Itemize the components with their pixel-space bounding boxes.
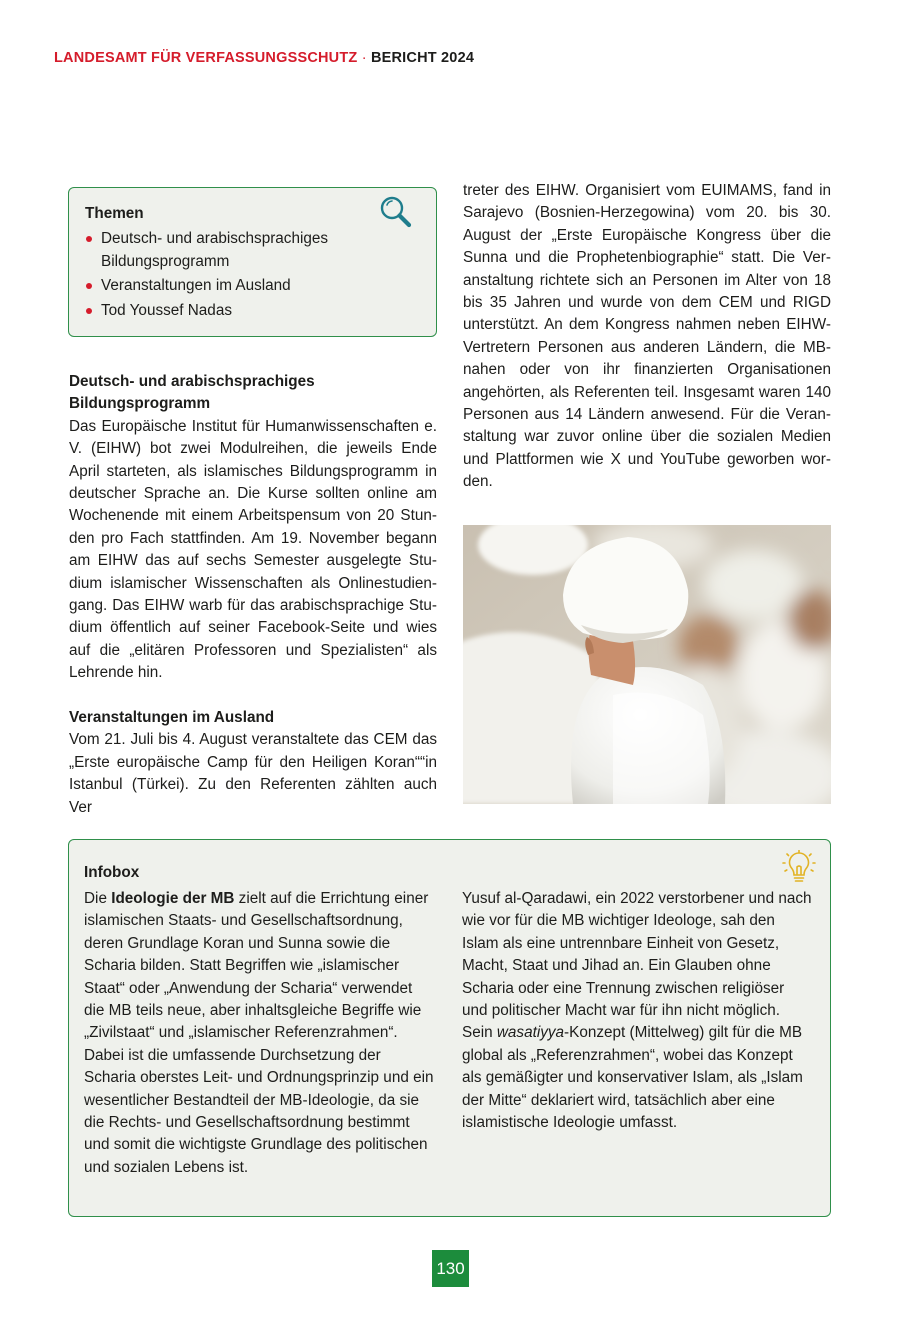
lightbulb-icon xyxy=(782,850,816,886)
infobox xyxy=(68,839,831,1217)
infobox-text: zielt auf die Errichtung einer islamischen Staats- und Gesellschaftsordnung, deren Grundlage Koran und Sunna sowie die Scharia bilden. Statt Begriffen wie „islamischer Staat“ oder „Anwendung der Scharia“ verwendet die MB teils neue, aber inhaltsgleiche Begriffe wie „Zivilstaat“ und „islamischer Referenzrahmen“. Dabei ist die umfassende Durchsetzung der Scharia oberstes Leit- und Ordnungsprinzip und ein wesentlicher Bestandteil der MB-Ideologie, da sie die Rechts- und Gesellschaftsordnung bestimmt und somit die wichtigste Grundlage des politischen und sozialen Lebens ist. xyxy=(84,890,434,1176)
infobox-text: Yusuf al-Qaradawi, ein 2022 verstorbener und nach wie vor für die MB wichtiger Ideologe, sah den Islam als eine untrennbare Einheit von Gesetz, Macht, Staat und Jihad an. Ein Glauben ohne Scharia oder eine Trennung zwischen religiöser und politischer Macht war für ihn nicht möglich. Sein xyxy=(462,890,812,1042)
infobox-italic-term: wasatiyya xyxy=(496,1024,565,1042)
themen-item: Veranstaltungen im Ausland xyxy=(85,275,420,298)
section-bildungsprogramm xyxy=(69,371,437,685)
section-heading: Veranstaltungen im Ausland xyxy=(69,709,275,726)
infobox-text: -Konzept (Mittelweg) gilt für die MB global als „Referenzrahmen“, wobei das Konzept als gemäßigter und konservativer Islam, als „Islam der Mitte“ deklariert wird, tatsächlich aber eine islamistische Ideologie umfasst. xyxy=(462,1024,803,1132)
header-org: LANDESAMT FÜR VERFASSUNGSSCHUTZ xyxy=(54,50,358,66)
page-header xyxy=(54,50,474,66)
header-separator: · xyxy=(361,50,367,66)
continued-paragraph: treter des EIHW. Organisiert vom EUIMAMS, fand in Sarajevo (Bosnien-Herzegowina) vom 20. bis 30. August der „Erste Europäische Kongress über die Sunna und die Prophetenbiographie“ statt. Die Veranstaltung richtete sich an Personen im Alter von 18 bis 35 Jahren und wurde von dem CEM und RIGD unterstützt. An dem Kongress nahmen neben EIHW-Vertretern Personen aus anderen Ländern, die MB-nahen oder von ihr finanzierten Organisationen angehörten, als Referenten teil. Insgesamt waren 140 Personen aus 14 Ländern anwesend. Für die Veranstaltung war zuvor online über die sozialen Medien und Plattformen wie X und YouTube geworben worden. xyxy=(463,182,831,491)
photo-men-white-caps xyxy=(463,525,831,804)
themen-box xyxy=(68,187,437,337)
search-icon xyxy=(378,194,414,230)
infobox-bold-term: Ideologie der MB xyxy=(111,890,235,907)
themen-item: Deutsch- und arabischsprachiges Bildungsprogramm xyxy=(85,228,420,273)
photo-illustration xyxy=(463,525,831,804)
section-heading: Deutsch- und arabischsprachiges Bildungsprogramm xyxy=(69,373,315,413)
themen-list xyxy=(85,228,420,322)
header-report: BERICHT 2024 xyxy=(370,50,475,66)
section-body: Das Europäische Institut für Humanwissenschaften e. V. (EIHW) bot zwei Modulreihen, die jeweils Ende April starteten, als islamisches Bildungsprogramm in deutscher Sprache an. Die Kurse sollten online am Wochenende mit einem Arbeitspensum von 20 Stunden pro Fach stattfinden. Am 19. November begann am EIHW das auf sechs Semester ausgelegte Studium islamischer Wissenschaften als Onlinestudiengang. Das EIHW warb für das arabischsprachige Studium öffentlich auf seiner Facebook-Seite und wies auf die „elitären Professoren und Spezialisten“ als Lehrende hin. xyxy=(69,417,437,682)
section-veranstaltungen xyxy=(69,707,437,819)
infobox-text: Die xyxy=(84,890,112,907)
right-column-text xyxy=(463,180,831,494)
themen-title: Themen xyxy=(85,205,144,222)
page-number: 130 xyxy=(432,1250,469,1287)
infobox-left-column xyxy=(84,888,436,1179)
section-body: Vom 21. Juli bis 4. August veranstaltete das CEM das „Erste europäische Camp für den Heiligen Koran““in Istanbul (Türkei). Zu den Referenten zählten auch Ver xyxy=(69,731,437,816)
infobox-right-column xyxy=(462,888,812,1134)
themen-item: Tod Youssef Nadas xyxy=(85,300,420,323)
infobox-title: Infobox xyxy=(84,864,140,881)
